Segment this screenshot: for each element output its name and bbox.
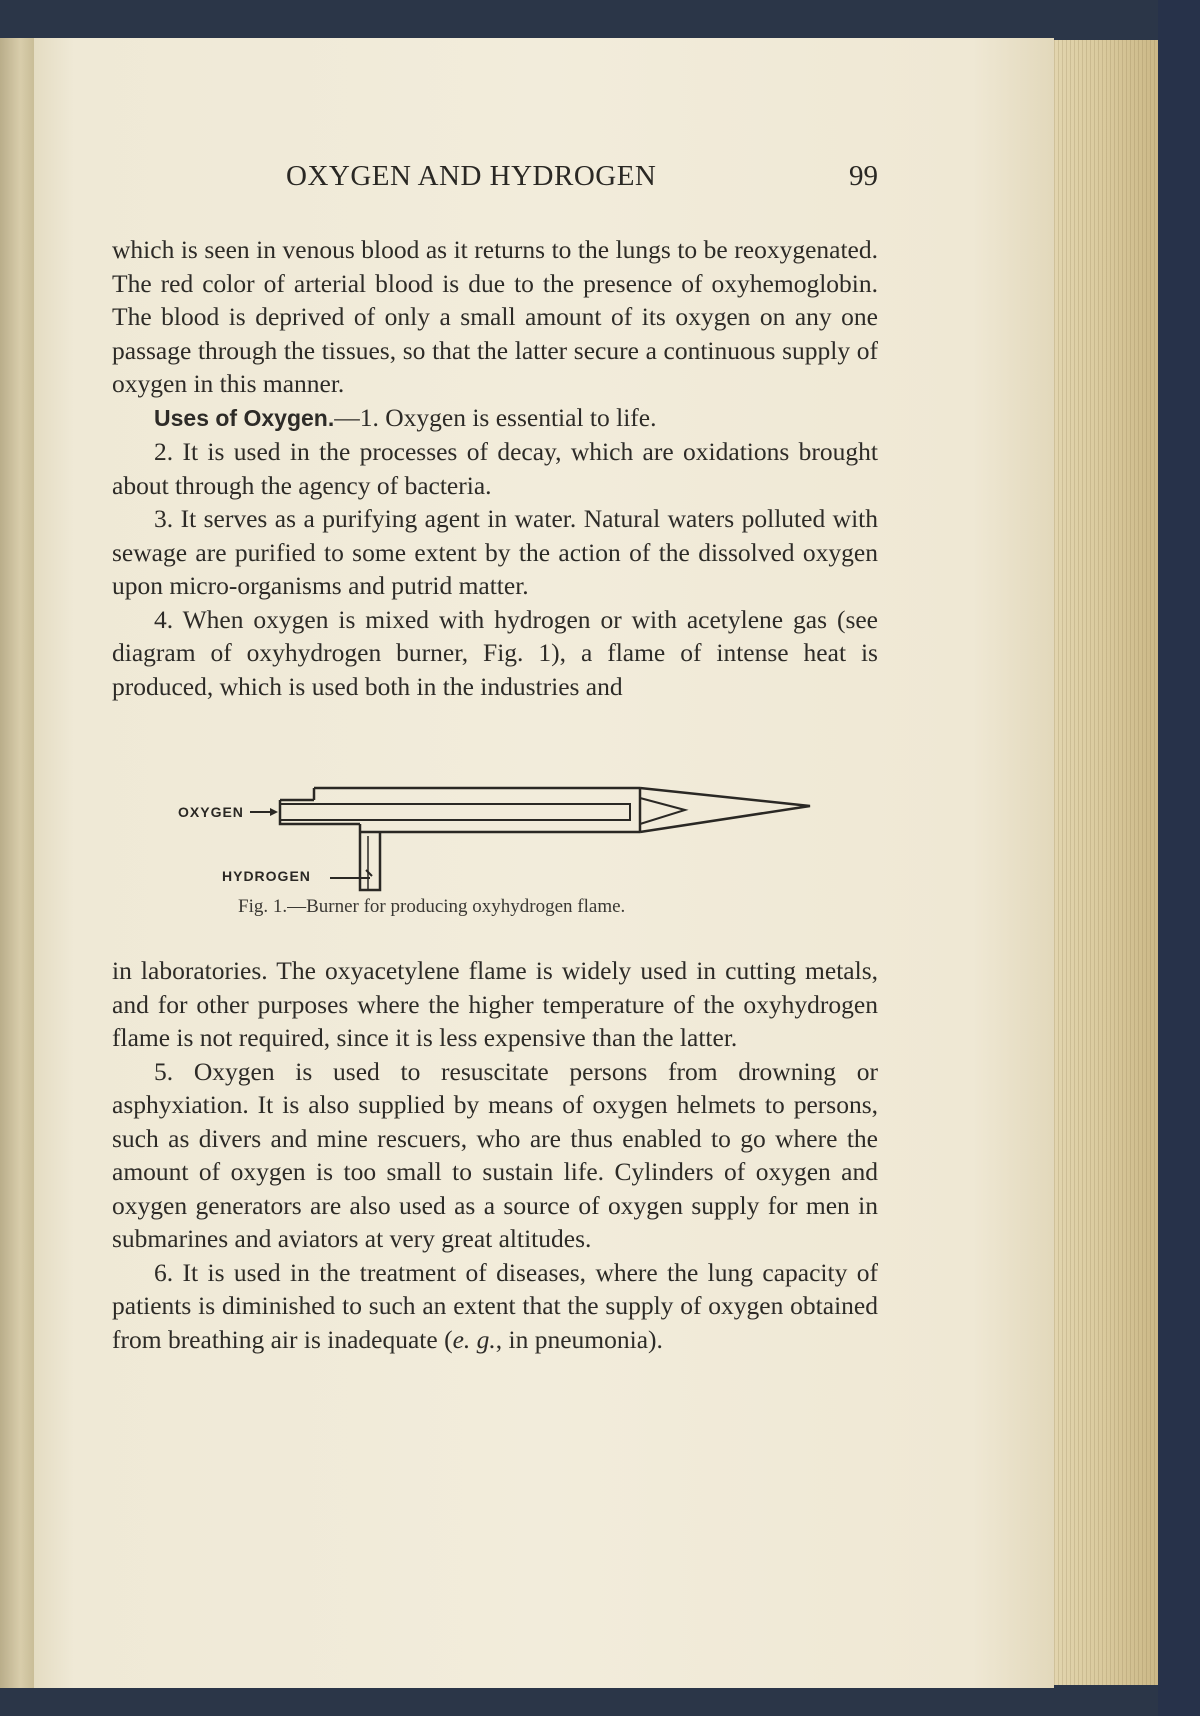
hydrogen-arrowhead <box>366 870 372 876</box>
page-number: 99 <box>849 160 878 192</box>
nozzle-inner <box>640 798 685 824</box>
uses-6-start: 6. It is used in the treatment of diseases, where the lung capacity of patients is diminished to such an extent that the supply of oxygen obtained from breathing air is inadequate ( <box>112 1257 878 1354</box>
previous-page-edge <box>0 38 34 1688</box>
paragraph-uses-4: 4. When oxygen is mixed with hydrogen or with acetylene gas (see diagram of oxyhydrogen burner, Fig. 1), a flame of intense heat is produced, which is used both in the industries and <box>112 604 878 701</box>
paragraph-uses-4-continued: in laboratories. The oxyacetylene flame is widely used in cutting metals, and for other purposes where the higher temperature of the oxyhydrogen flame is not required, since it is less expensive than the latter. <box>112 956 878 1052</box>
page-stack-edges <box>1054 40 1158 1685</box>
paragraph-uses-1 <box>112 401 878 436</box>
paragraph-uses-3: 3. It serves as a purifying agent in water. Natural waters polluted with sewage are purified to some extent by the action of the dissolved oxygen upon micro-organisms and putrid matter. <box>112 504 878 600</box>
paragraph-uses-2: 2. It is used in the processes of decay, which are oxidations brought about through the agency of bacteria. <box>112 437 878 500</box>
running-title: OXYGEN AND HYDROGEN <box>286 160 657 192</box>
figure-caption: Fig. 1.—Burner for producing oxyhydrogen flame. <box>238 896 626 917</box>
inner-tube <box>280 804 630 820</box>
uses-item-1: —1. Oxygen is essential to life. <box>334 402 657 432</box>
body-text-top <box>112 233 878 703</box>
uses-6-end: , in pneumonia). <box>495 1324 663 1354</box>
hydrogen-inlet <box>360 824 380 890</box>
running-head <box>108 160 878 204</box>
section-heading: Uses of Oxygen. <box>154 404 335 431</box>
paragraph-continued: which is seen in venous blood as it returns to the lungs to be reoxygenated. The red color of arterial blood is due to the presence of oxyhemoglobin. The blood is deprived of only a small amount of its oxygen on any one passage through the tissues, so that the latter secure a continuous supply of oxygen in this manner. <box>112 235 878 398</box>
paragraph-uses-6 <box>112 1256 878 1357</box>
body-text-bottom <box>112 954 878 1356</box>
uses-6-abbrev: e. g. <box>452 1324 496 1354</box>
paragraph-uses-5: 5. Oxygen is used to resuscitate persons from drowning or asphyxiation. It is also supplied by means of oxygen helmets to persons, such as divers and mine rescuers, who are thus enabled to go where the amount of oxygen is too small to sustain life. Cylinders of oxygen and oxygen generators are also used as a source of oxygen supply for men in submarines and aviators at very great altitudes. <box>112 1056 878 1253</box>
oxygen-arrowhead <box>270 808 278 816</box>
hydrogen-label: HYDROGEN <box>222 868 311 884</box>
nozzle-outer <box>640 788 810 832</box>
book-cover-edge <box>1158 0 1200 1716</box>
oxygen-label: OXYGEN <box>178 804 244 820</box>
